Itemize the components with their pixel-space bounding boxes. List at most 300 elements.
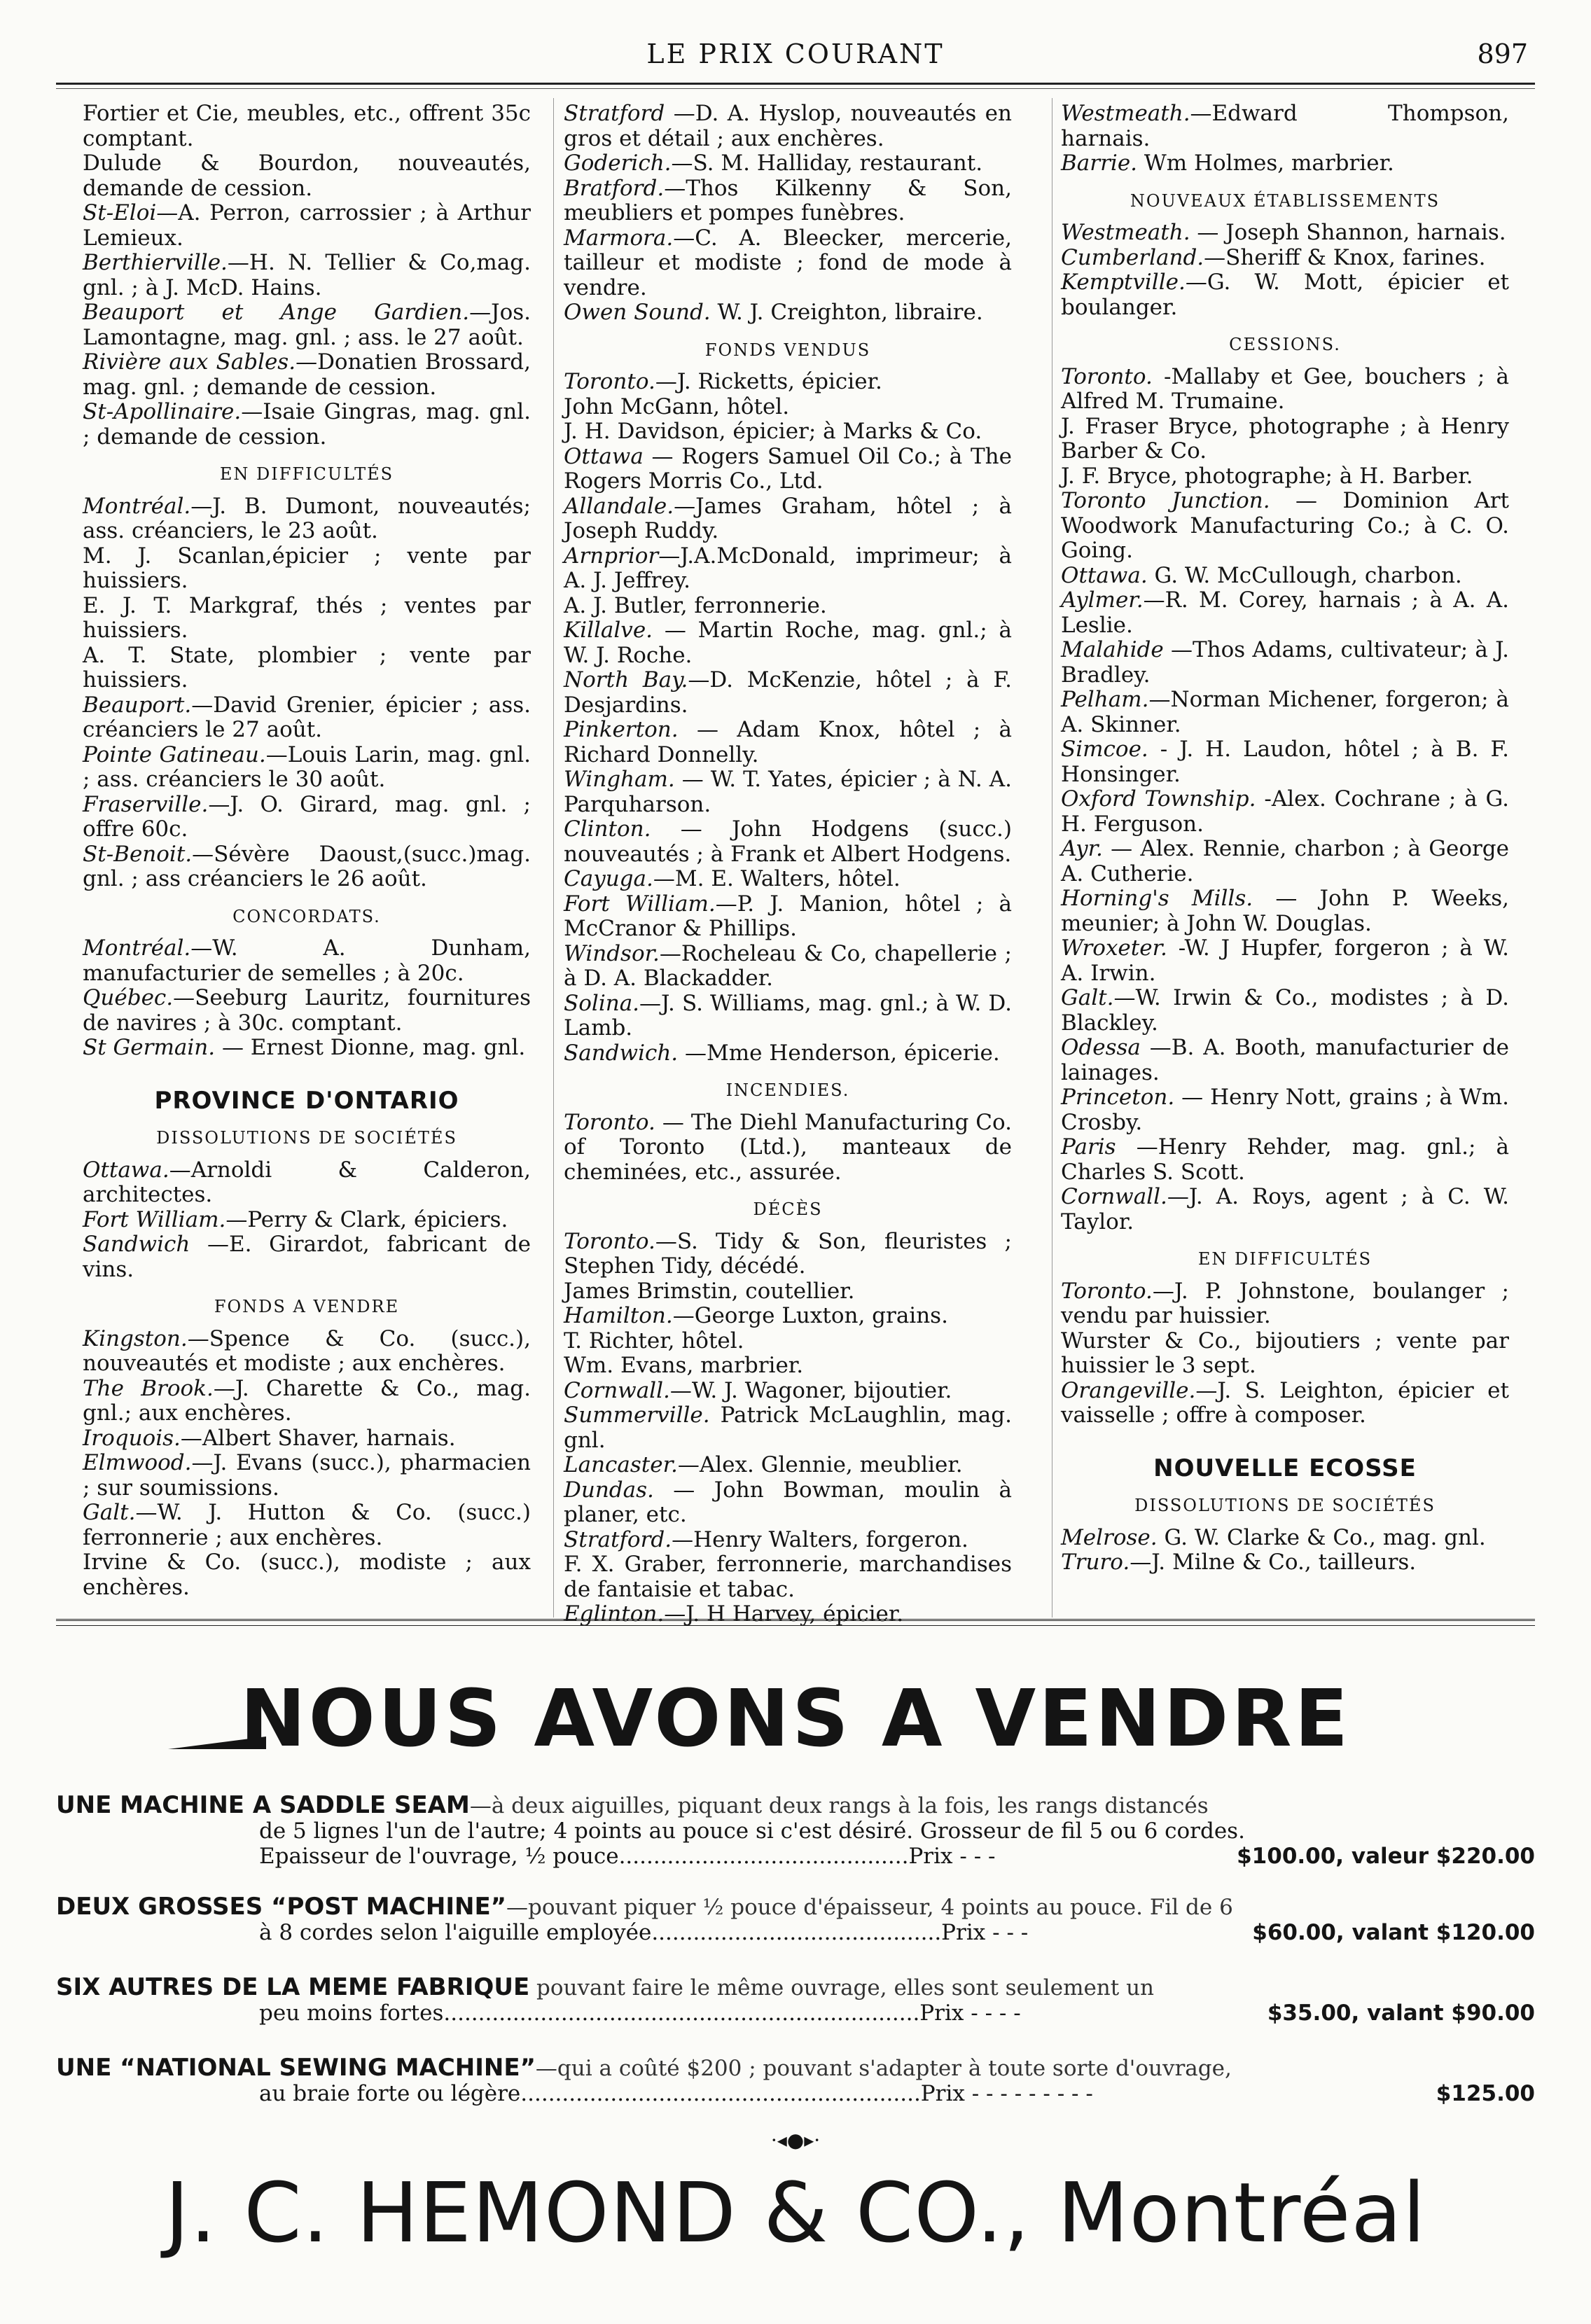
entry-paragraph (83, 350, 531, 400)
ad-item-desc: —à deux aiguilles, piquant deux rangs à la fois, les rangs distancés (469, 1793, 1209, 1818)
entry-place: St Germain. (83, 1035, 216, 1060)
entry-paragraph (564, 668, 1012, 718)
entry-place: Bratford. (564, 175, 665, 201)
entry-paragraph (564, 1478, 1012, 1528)
entry-paragraph (564, 1111, 1012, 1185)
entry-paragraph (564, 300, 1012, 326)
entry-text: W. J. Creighton, libraire. (710, 300, 983, 325)
entry-group (83, 1158, 531, 1283)
entry-place: Stratford (564, 101, 665, 126)
entry-place: Toronto. (1061, 363, 1153, 389)
entry-paragraph (1061, 936, 1509, 986)
entry-paragraph (564, 1279, 1012, 1304)
ad-item-line: Epaisseur de l'ouvrage, ½ pouce..........................................Prix - - - (259, 1844, 996, 1869)
entry-place: Orangeville. (1061, 1377, 1196, 1403)
ad-item-desc: —qui a coûté $200 ; pouvant s'adapter à toute sorte d'ouvrage, (535, 2056, 1232, 2081)
entry-text: — Rogers Samuel Oil Co.; à The Rogers Morris Co., Ltd. (564, 443, 1012, 494)
entry-place: Fraserville. (83, 791, 209, 817)
entry-text: —J. S. Williams, mag. gnl.; à W. D. Lamb. (564, 990, 1012, 1041)
entry-text: J. H. Davidson, épicier; à Marks & Co. (564, 419, 982, 444)
entry-text: —Edward Thompson, harnais. (1061, 101, 1509, 151)
entry-paragraph (1061, 365, 1509, 415)
entry-text: — W. T. Yates, épicier ; à N. A. Parquharson. (564, 767, 1012, 817)
entry-paragraph (564, 942, 1012, 991)
entry-text: —Sévère Daoust,(succ.)mag. gnl. ; ass créanciers le 26 août. (83, 841, 531, 891)
ad-item-price: $100.00, valeur $220.00 (1237, 1844, 1535, 1869)
entry-place: Wingham. (564, 767, 675, 792)
section-heading: DÉCÈS (753, 1199, 823, 1219)
entry-group (1061, 365, 1509, 1235)
entry-place: Allandale. (564, 493, 674, 519)
entry-paragraph (1061, 787, 1509, 837)
ad-item-lead: UNE MACHINE A SADDLE SEAM (56, 1791, 470, 1819)
entry-text: —W. Irwin & Co., modistes ; à D. Blackley. (1061, 985, 1509, 1036)
entry-paragraph (564, 1552, 1012, 1602)
entry-paragraph (1061, 270, 1509, 320)
entry-place: Stratford. (564, 1526, 672, 1552)
entry-place: Toronto. (564, 369, 655, 394)
entry-place: Sandwich (83, 1232, 190, 1257)
entry-text: —J.A.McDonald, imprimeur; à A. J. Jeffrey. (564, 543, 1012, 593)
entry-text: Irvine & Co. (succ.), modiste ; aux enchères. (83, 1550, 531, 1600)
entry-paragraph (83, 1208, 531, 1233)
entry-paragraph (564, 1379, 1012, 1404)
entry-text: —P. J. Manion, hôtel ; à McCranor & Phillips. (564, 891, 1012, 941)
section-heading: CONCORDATS. (232, 906, 381, 926)
entry-text: —E. Girardot, fabricant de vins. (83, 1232, 531, 1282)
entry-place: Cornwall. (1061, 1184, 1167, 1209)
ad-row (56, 1793, 1535, 1869)
entry-place: Goderich. (564, 151, 672, 176)
entry-place: Princeton. (1061, 1085, 1175, 1110)
column-3 (1061, 102, 1509, 1575)
entry-text: —C. A. Bleecker, mercerie, tailleur et modiste ; fond de mode à vendre. (564, 225, 1012, 300)
entry-group (1061, 221, 1509, 320)
ad-item-desc: —pouvant piquer ½ pouce d'épaisseur, 4 points au pouce. Fil de 6 (506, 1895, 1233, 1920)
entry-place: Pelham. (1061, 687, 1149, 712)
entry-text: —D. McKenzie, hôtel ; à F. Desjardins. (564, 667, 1012, 718)
entry-text: —Henry Walters, forgeron. (672, 1526, 968, 1552)
entry-text: J. F. Bryce, photographe; à H. Barber. (1061, 463, 1473, 489)
entry-text: —Jos. Lamontagne, mag. gnl. ; ass. le 27 août. (83, 300, 531, 350)
entry-place: Galt. (1061, 985, 1114, 1010)
entry-paragraph (1061, 1135, 1509, 1185)
section-heading: INCENDIES. (725, 1080, 850, 1100)
entry-text: — John P. Weeks, meunier; à John W. Douglas. (1061, 886, 1509, 936)
section-heading: EN DIFFICULTÉS (1197, 1249, 1373, 1269)
entry-paragraph (1061, 1379, 1509, 1428)
entry-place: Toronto. (564, 1109, 655, 1135)
entry-group (1061, 1279, 1509, 1428)
entry-place: Westmeath. (1061, 220, 1190, 245)
entry-group (564, 102, 1012, 326)
entry-text: —H. N. Tellier & Co,mag. gnl. ; à J. McD. Hains. (83, 250, 531, 300)
entry-text: —W. J. Hutton & Co. (succ.) ferronnerie ; aux enchères. (83, 1500, 531, 1550)
entry-text: —J. Ricketts, épicier. (655, 369, 882, 394)
entry-paragraph (564, 370, 1012, 395)
entry-paragraph (1061, 638, 1509, 688)
page-header (56, 39, 1535, 81)
entry-paragraph (564, 594, 1012, 619)
ad-item-line: de 5 lignes l'un de l'autre; 4 points au pouce si c'est désiré. Grosseur de fil 5 ou 6 cordes. (259, 1818, 1245, 1844)
entry-paragraph (564, 395, 1012, 420)
entry-place: Clinton. (564, 816, 651, 842)
entry-place: Iroquois. (83, 1425, 181, 1451)
entry-paragraph (564, 544, 1012, 594)
entry-text: —W. J. Wagoner, bijoutier. (669, 1377, 952, 1403)
entry-paragraph (83, 1036, 531, 1061)
entry-group (1061, 1526, 1509, 1575)
entry-place: Beauport et Ange Gardien. (83, 300, 470, 325)
column-1 (83, 102, 531, 1600)
entry-group (1061, 102, 1509, 176)
ad-headline: NOUS AVONS A VENDRE (239, 1674, 1352, 1765)
entry-text: —Louis Larin, mag. gnl. ; ass. créanciers le 30 août. (83, 742, 531, 792)
ad-item-desc: pouvant faire le même ouvrage, elles sont seulement un (529, 1975, 1155, 2001)
entry-place: Eglinton. (564, 1601, 665, 1627)
entry-place: Toronto. (564, 1228, 655, 1254)
advertiser-name: J. C. HEMOND & CO., Montréal (165, 2164, 1426, 2261)
entry-paragraph (1061, 102, 1509, 151)
entry-place: Windsor. (564, 940, 660, 966)
entry-place: Summerville. (564, 1403, 710, 1428)
section-heading: DISSOLUTIONS DE SOCIÉTÉS (156, 1128, 457, 1148)
entry-place: Beauport. (83, 692, 192, 718)
entry-text: —Seeburg Lauritz, fournitures de navires ; à 30c. comptant. (83, 985, 531, 1036)
entry-paragraph (564, 1041, 1012, 1066)
entry-place: Paris (1061, 1134, 1116, 1160)
entry-text: —Perry & Clark, épiciers. (225, 1206, 508, 1232)
entry-paragraph (564, 445, 1012, 494)
entry-paragraph (1061, 489, 1509, 564)
entry-place: Arnprior (564, 543, 659, 569)
entry-text: —R. M. Corey, harnais ; à A. A. Leslie. (1061, 587, 1509, 638)
entry-text: J. Fraser Bryce, photographe ; à Henry Barber & Co. (1061, 413, 1509, 464)
entry-paragraph (564, 1453, 1012, 1478)
entry-place: Sandwich. (564, 1040, 679, 1066)
entry-paragraph (1061, 1329, 1509, 1379)
entry-paragraph (564, 1329, 1012, 1354)
section-heading: CESSIONS. (1229, 335, 1341, 354)
entry-text: T. Richter, hôtel. (564, 1328, 744, 1354)
entry-place: Toronto. (1061, 1278, 1153, 1304)
entry-text: —Mme Henderson, épicerie. (678, 1040, 1000, 1066)
entry-text: Wurster & Co., bijoutiers ; vente par huissier le 3 sept. (1061, 1328, 1509, 1378)
entry-place: Melrose. (1061, 1524, 1158, 1550)
entry-paragraph (83, 743, 531, 793)
entry-place: Ayr. (1061, 836, 1103, 861)
entry-paragraph (1061, 1526, 1509, 1551)
entry-paragraph (1061, 737, 1509, 787)
entry-paragraph (564, 767, 1012, 817)
entry-paragraph (1061, 221, 1509, 246)
entry-paragraph (564, 618, 1012, 668)
entry-place: Westmeath. (1061, 101, 1190, 126)
entry-place: Solina. (564, 990, 640, 1016)
entry-paragraph (1061, 246, 1509, 271)
entry-paragraph (83, 201, 531, 251)
province-heading: NOUVELLE ECOSSE (1153, 1454, 1417, 1482)
entry-place: Simcoe. (1061, 737, 1148, 762)
ad-row (56, 2055, 1535, 2106)
entry-text: A. T. State, plombier ; vente par huissiers. (83, 642, 531, 693)
entry-text: —Thos Kilkenny & Son, meubliers et pompes funèbres. (564, 175, 1012, 225)
entry-place: Cumberland. (1061, 244, 1204, 270)
section-heading: FONDS A VENDRE (214, 1297, 400, 1316)
entry-paragraph (564, 494, 1012, 544)
entry-text: E. J. T. Markgraf, thés ; ventes par huissiers. (83, 592, 531, 643)
entry-text: —J. O. Girard, mag. gnl. ; offre 60c. (83, 791, 531, 842)
entry-paragraph (564, 1354, 1012, 1379)
entry-paragraph (564, 226, 1012, 301)
entry-text: — John Bowman, moulin à planer, etc. (564, 1477, 1012, 1527)
entry-place: Dundas. (564, 1477, 654, 1503)
entry-text: —James Graham, hôtel ; à Joseph Ruddy. (564, 493, 1012, 543)
entry-place: Rivière aux Sables. (83, 349, 296, 375)
entry-paragraph (83, 1232, 531, 1282)
ad-item-line: peu moins fortes.....................................................................Prix - - - - (259, 2001, 1021, 2026)
entry-place: North Bay. (564, 667, 688, 693)
entry-place: Pinkerton. (564, 717, 679, 742)
entry-text: —Alex. Glennie, meublier. (677, 1452, 963, 1477)
entry-paragraph (83, 400, 531, 450)
entry-paragraph (1061, 1279, 1509, 1329)
entry-text: —Henry Rehder, mag. gnl.; à Charles S. Scott. (1061, 1134, 1509, 1185)
entry-place: Cornwall. (564, 1377, 670, 1403)
ad-row (56, 1975, 1535, 2026)
entry-text: -Alex. Cochrane ; à G. H. Ferguson. (1061, 786, 1509, 837)
entry-paragraph (83, 544, 531, 594)
ad-item-lead: SIX AUTRES DE LA MEME FABRIQUE (56, 1973, 530, 2001)
entry-text: —S. Tidy & Son, fleuristes ; Stephen Tidy, décédé. (564, 1228, 1012, 1279)
entry-place: Montréal. (83, 493, 191, 519)
entry-text: — Henry Nott, grains ; à Wm. Crosby. (1061, 1085, 1509, 1135)
entry-paragraph (1061, 564, 1509, 589)
entry-paragraph (564, 102, 1012, 151)
entry-text: —B. A. Booth, manufacturier de lainages. (1061, 1035, 1509, 1085)
entry-text: — The Diehl Manufacturing Co. of Toronto (Ltd.), manteaux de cheminées, etc., assurée. (564, 1109, 1012, 1185)
entry-paragraph (83, 151, 531, 201)
entry-paragraph (83, 1550, 531, 1600)
entry-text: — Adam Knox, hôtel ; à Richard Donnelly. (564, 717, 1012, 767)
entry-paragraph (83, 793, 531, 842)
entry-text: —Sheriff & Knox, farines. (1204, 244, 1486, 270)
entry-text: —W. A. Dunham, manufacturier de semelles ; à 20c. (83, 935, 531, 986)
entry-place: Killalve. (564, 618, 653, 643)
entry-place: Montréal. (83, 935, 191, 961)
entry-text: —Donatien Brossard, mag. gnl. ; demande de cession. (83, 349, 531, 400)
entry-place: Barrie. (1061, 151, 1138, 176)
entry-group (564, 370, 1012, 1066)
entry-paragraph (1061, 986, 1509, 1036)
section-heading: FONDS VENDUS (704, 340, 871, 360)
entry-paragraph (564, 1304, 1012, 1329)
entry-text: — Ernest Dionne, mag. gnl. (215, 1035, 526, 1060)
entry-text: M. J. Scanlan,épicier ; vente par huissiers. (83, 543, 531, 593)
ad-item-lead: DEUX GROSSES “POST MACHINE” (56, 1893, 507, 1921)
entry-text: —Rocheleau & Co, chapellerie ; à D. A. Blackadder. (564, 940, 1012, 991)
entry-text: —J. P. Johnstone, boulanger ; vendu par huissier. (1061, 1278, 1509, 1328)
entry-text: — Dominion Art Woodwork Manufacturing Co.; à C. O. Going. (1061, 488, 1509, 563)
entry-paragraph (564, 1403, 1012, 1453)
entry-place: Kemptville. (1061, 270, 1186, 295)
entry-place: Wroxeter. (1061, 935, 1167, 961)
entry-paragraph (83, 300, 531, 350)
entry-place: Pointe Gatineau. (83, 742, 266, 767)
entry-paragraph (564, 718, 1012, 767)
entry-text: G. W. Clarke & Co., mag. gnl. (1157, 1524, 1486, 1550)
entry-place: Horning's Mills. (1061, 886, 1253, 911)
ad-item-price: $125.00 (1436, 2081, 1535, 2106)
entry-place: The Brook. (83, 1375, 214, 1401)
entry-text: Fortier et Cie, meubles, etc., offrent 35c comptant. (83, 101, 531, 151)
entry-paragraph (1061, 415, 1509, 464)
ad-item-price: $35.00, valant $90.00 (1267, 2001, 1535, 2026)
running-title: LE PRIX COURANT (646, 39, 945, 69)
entry-place: Aylmer. (1061, 587, 1144, 613)
entry-text: — Alex. Rennie, charbon ; à George A. Cutherie. (1061, 836, 1509, 886)
entry-text: F. X. Graber, ferronnerie, marchandises de fantaisie et tabac. (564, 1552, 1012, 1602)
entry-paragraph (1061, 886, 1509, 936)
entry-paragraph (564, 1230, 1012, 1279)
entry-text: —Arnoldi & Calderon, architectes. (83, 1157, 531, 1207)
entry-text: — Martin Roche, mag. gnl.; à W. J. Roche. (564, 618, 1012, 668)
entry-paragraph (564, 419, 1012, 445)
ad-item-line: à 8 cordes selon l'aiguille employée..........................................Prix - - - (259, 1920, 1029, 1945)
entry-place: St-Apollinaire. (83, 399, 242, 424)
entry-place: Lancaster. (564, 1452, 678, 1477)
entry-paragraph (83, 643, 531, 693)
entry-text: A. J. Butler, ferronnerie. (564, 592, 827, 618)
entry-paragraph (1061, 1085, 1509, 1135)
entry-text: —M. E. Walters, hôtel. (653, 866, 901, 891)
entry-text: Wm. Evans, marbrier. (564, 1353, 804, 1378)
entry-text: - J. H. Laudon, hôtel ; à B. F. Honsinger. (1061, 737, 1509, 787)
entry-text: —S. M. Halliday, restaurant. (671, 151, 983, 176)
entry-place: Owen Sound. (564, 300, 711, 325)
entry-text: —J. Charette & Co., mag. gnl.; aux enchères. (83, 1375, 531, 1426)
entry-text: —J. H Harvey, épicier. (664, 1601, 904, 1627)
entry-paragraph (564, 176, 1012, 226)
entry-place: Ottawa. (83, 1157, 169, 1183)
entry-paragraph (83, 1158, 531, 1208)
ad-item-lead: UNE “NATIONAL SEWING MACHINE” (56, 2054, 536, 2082)
entry-place: Truro. (1061, 1550, 1130, 1575)
entry-paragraph (564, 867, 1012, 892)
entry-place: Odessa (1061, 1035, 1141, 1060)
entry-place: Galt. (83, 1500, 136, 1525)
entry-text: —J. S. Leighton, épicier et vaisselle ; offre à composer. (1061, 1377, 1509, 1428)
entry-text: — Joseph Shannon, harnais. (1190, 220, 1506, 245)
entry-paragraph (1061, 688, 1509, 737)
ad-row (56, 1894, 1535, 1945)
entry-text: -W. J Hupfer, forgeron ; à W. A. Irwin. (1061, 935, 1509, 986)
entry-place: Berthierville. (83, 250, 228, 275)
column-2 (564, 102, 1012, 1627)
entry-text: —Albert Shaver, harnais. (180, 1425, 456, 1451)
entry-text: -Mallaby et Gee, bouchers ; à Alfred M. Trumaine. (1061, 363, 1509, 414)
ad-item-price: $60.00, valant $120.00 (1252, 1920, 1535, 1945)
entry-paragraph (564, 151, 1012, 176)
entry-place: Fort William. (83, 1206, 226, 1232)
entry-text: —Thos Adams, cultivateur; à J. Bradley. (1061, 637, 1509, 688)
entry-paragraph (83, 842, 531, 892)
entry-text: — John Hodgens (succ.) nouveautés ; à Frank et Albert Hodgens. (564, 816, 1012, 867)
entry-paragraph (564, 817, 1012, 867)
entry-paragraph (83, 102, 531, 151)
entry-paragraph (83, 986, 531, 1036)
entry-place: Ottawa (564, 443, 644, 469)
entry-paragraph (564, 1528, 1012, 1553)
entry-text: Dulude & Bourdon, nouveautés, demande de cession. (83, 151, 531, 201)
entry-group (564, 1230, 1012, 1627)
entry-place: Hamilton. (564, 1303, 673, 1328)
entry-paragraph (83, 1377, 531, 1426)
entry-paragraph (83, 1451, 531, 1501)
entry-paragraph (1061, 1550, 1509, 1575)
entry-text: —Isaie Gingras, mag. gnl. ; demande de cession. (83, 399, 531, 450)
entry-place: Cayuga. (564, 866, 653, 891)
entry-paragraph (1061, 1036, 1509, 1085)
page-number: 897 (1477, 39, 1528, 69)
entry-text: John McGann, hôtel. (564, 394, 790, 419)
ad-rule (56, 1619, 1535, 1626)
section-heading: NOUVEAUX ÉTABLISSEMENTS (1130, 190, 1440, 211)
entry-place: Malahide (1061, 637, 1164, 662)
entry-paragraph (83, 693, 531, 743)
section-heading: EN DIFFICULTÉS (219, 464, 394, 484)
entry-paragraph (564, 991, 1012, 1041)
entry-paragraph (83, 251, 531, 300)
entry-text: —A. Perron, carrossier ; à Arthur Lemieux. (83, 200, 531, 251)
entry-paragraph (83, 494, 531, 544)
entry-paragraph (83, 594, 531, 643)
entry-place: Oxford Township. (1061, 786, 1256, 812)
header-rule-thin (56, 88, 1535, 89)
entry-text: —David Grenier, épicier ; ass. créanciers le 27 août. (83, 692, 531, 742)
entry-group (564, 1111, 1012, 1185)
entry-group (83, 494, 531, 892)
entry-paragraph (1061, 588, 1509, 638)
entry-place: St-Eloi (83, 200, 157, 225)
header-rule (56, 83, 1535, 85)
entry-text: —Spence & Co. (succ.), nouveautés et modiste ; aux enchères. (83, 1325, 531, 1376)
entry-place: Kingston. (83, 1325, 188, 1351)
entry-text: —J. A. Roys, agent ; à C. W. Taylor. (1061, 1184, 1509, 1234)
entry-place: Ottawa. (1061, 562, 1148, 588)
entry-paragraph (564, 892, 1012, 942)
entry-place: Fort William. (564, 891, 716, 917)
entry-text: —J. Evans (succ.), pharmacien ; sur soumissions. (83, 1450, 531, 1501)
entry-text: —Norman Michener, forgeron; à A. Skinner. (1061, 687, 1509, 737)
entry-place: St-Benoit. (83, 841, 193, 867)
entry-paragraph (1061, 1185, 1509, 1234)
entry-text: G. W. McCullough, charbon. (1147, 562, 1462, 588)
entry-group (83, 102, 531, 450)
province-heading: PROVINCE D'ONTARIO (154, 1086, 459, 1115)
entry-paragraph (83, 1426, 531, 1452)
entry-paragraph (83, 1327, 531, 1377)
entry-paragraph (83, 1501, 531, 1550)
entry-text: —George Luxton, grains. (672, 1303, 948, 1328)
entry-text: —J. Milne & Co., tailleurs. (1130, 1550, 1417, 1575)
entry-place: Québec. (83, 985, 174, 1010)
entry-paragraph (1061, 464, 1509, 489)
entry-paragraph (1061, 837, 1509, 886)
entry-paragraph (83, 936, 531, 986)
entry-text: —G. W. Mott, épicier et boulanger. (1061, 270, 1509, 320)
entry-place: Toronto Junction. (1061, 488, 1270, 513)
